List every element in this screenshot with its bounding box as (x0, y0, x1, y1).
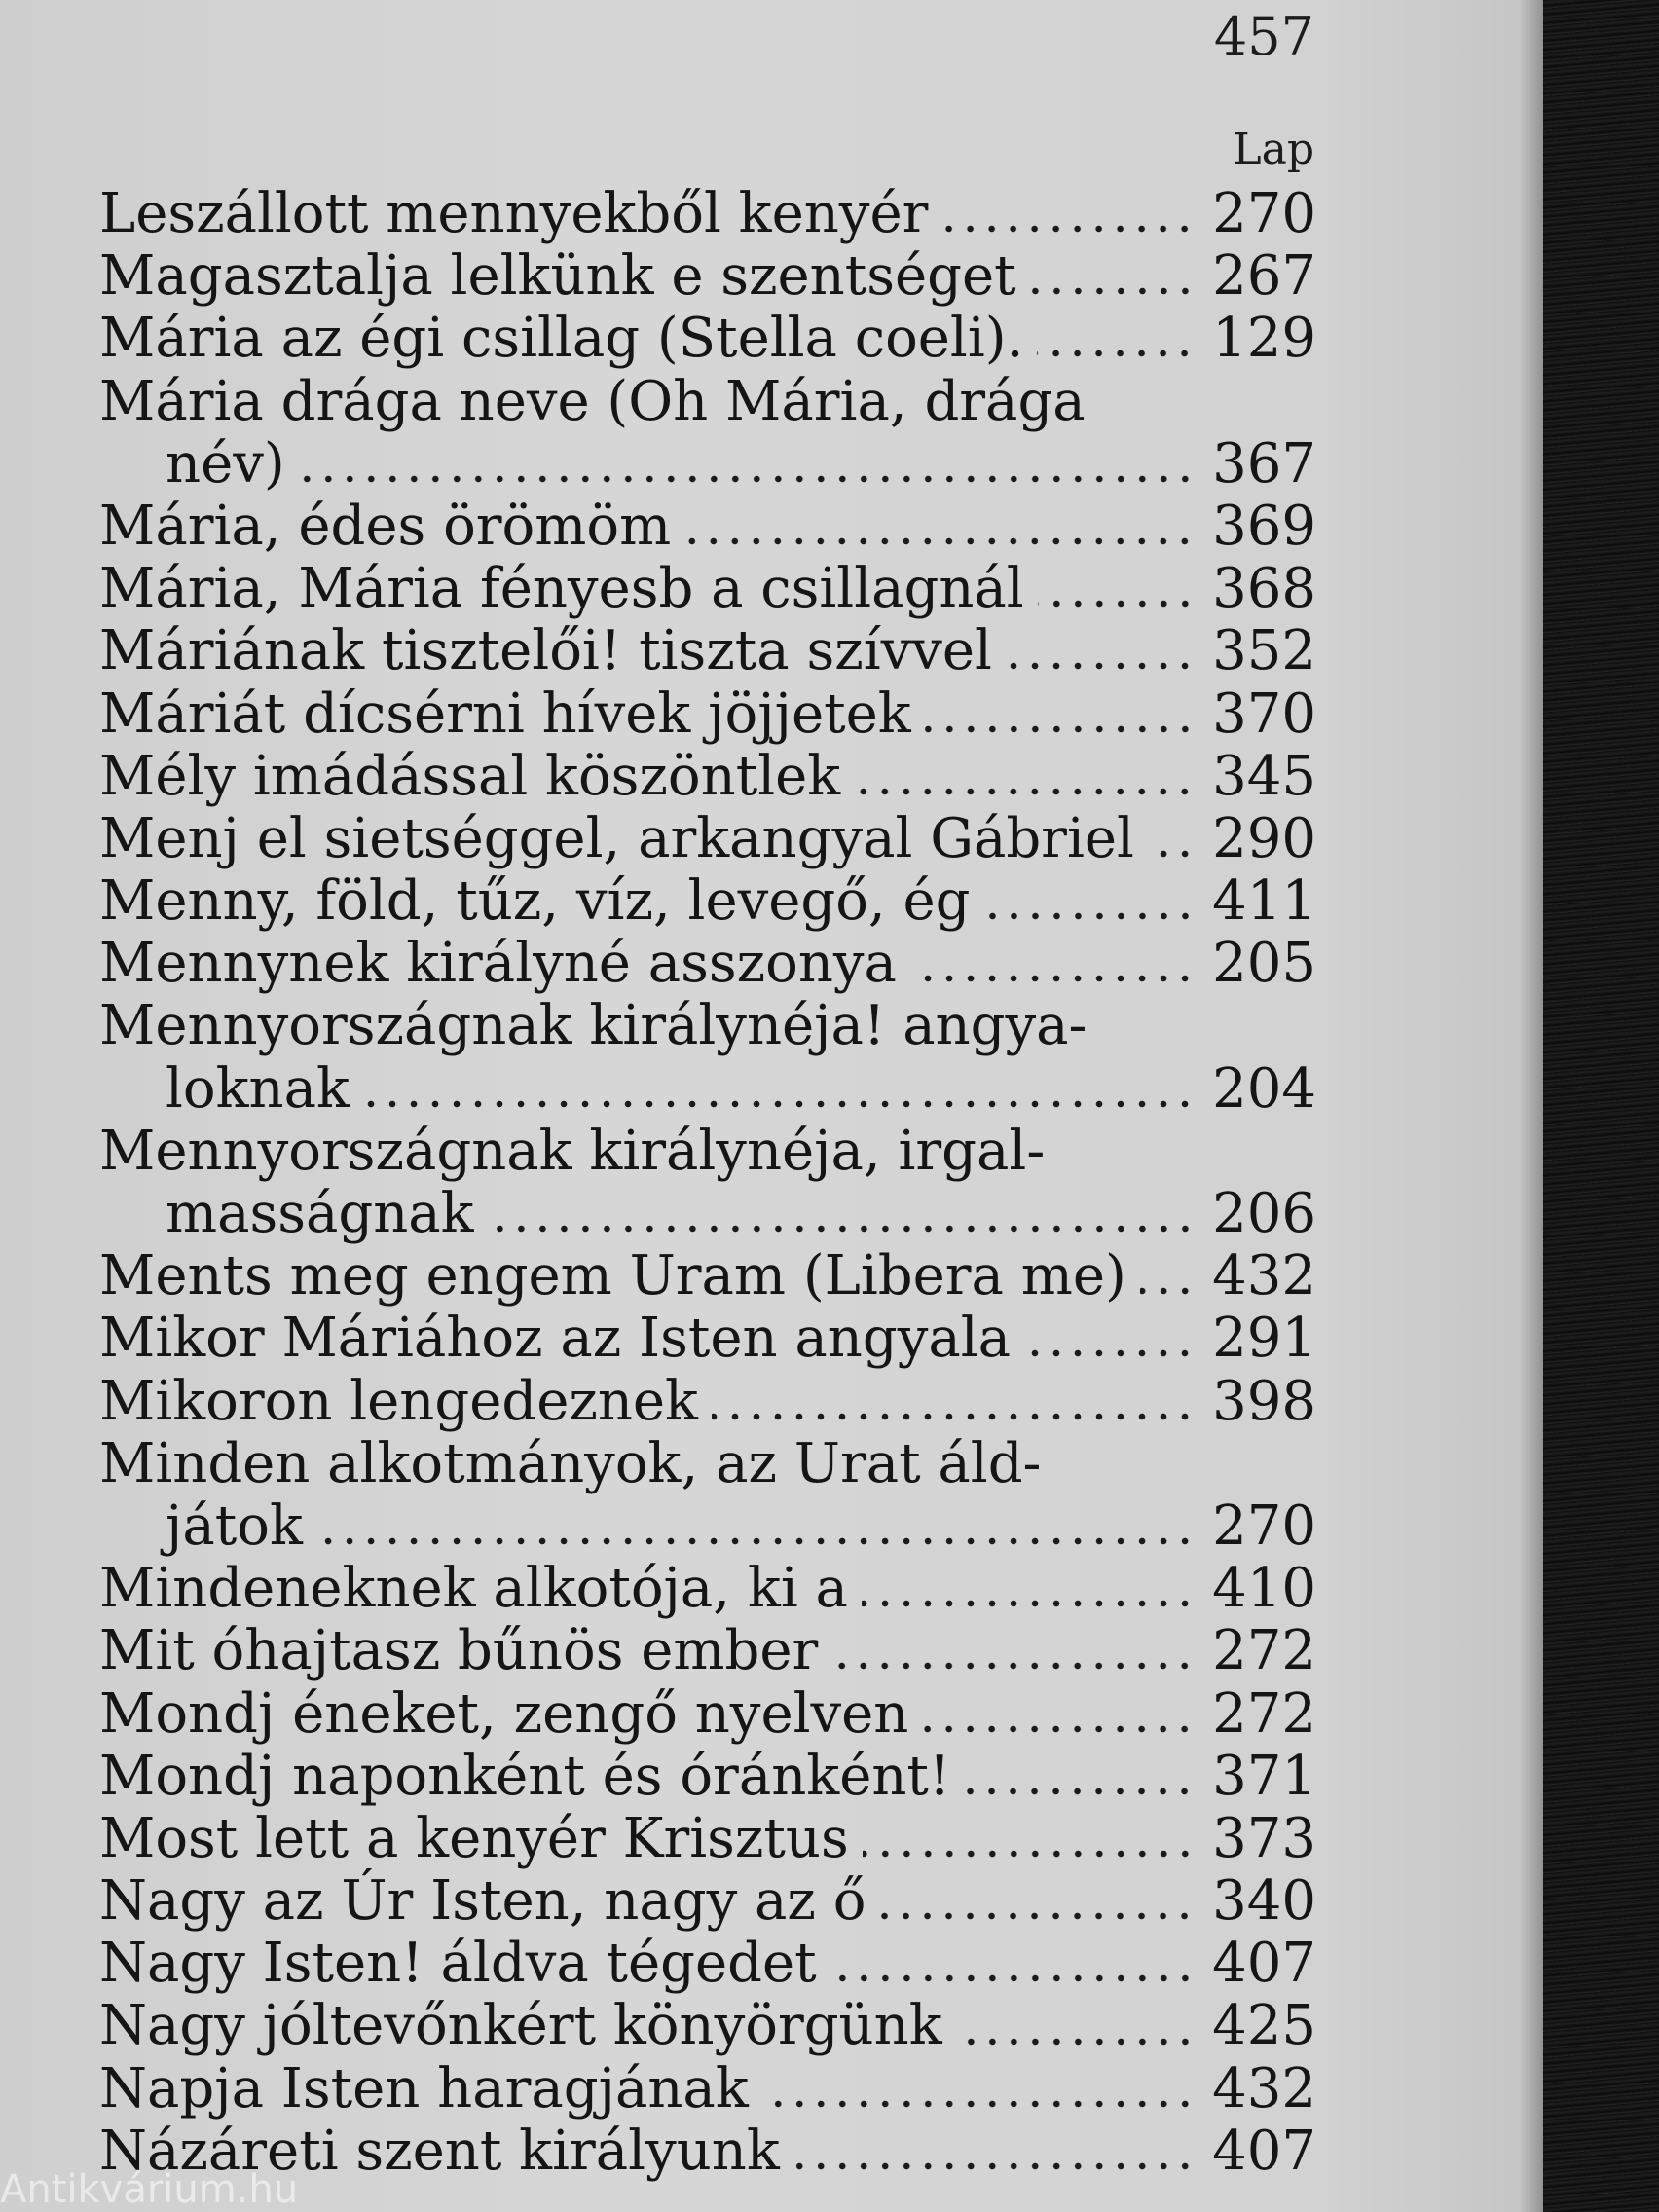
entry-page-number: 373 (1212, 1806, 1316, 1870)
entry-page-number: 204 (1212, 1056, 1316, 1121)
entry-title: Menny, föld, tűz, víz, levegő, ég (99, 869, 971, 934)
index-entry (99, 620, 1316, 682)
index-entry (99, 1933, 1316, 1995)
index-entry (99, 1995, 1316, 2057)
entry-title: Minden alkotmányok, az Urat áld- (99, 1431, 1042, 1495)
entry-title: Magasztalja lelkünk e szentséget (99, 244, 1016, 309)
dot-leader (862, 1598, 1196, 1609)
index-entry (99, 183, 1316, 245)
entry-page-number: 411 (1212, 869, 1316, 934)
dot-leader (922, 1723, 1196, 1735)
entry-page-number: 272 (1212, 1619, 1316, 1683)
entry-title: Mondj éneket, zengő nyelven (99, 1681, 909, 1746)
entry-page-number: 371 (1212, 1744, 1316, 1808)
index-entry (99, 1746, 1316, 1808)
entry-page-number: 267 (1212, 244, 1316, 309)
entry-page-number: 410 (1212, 1557, 1316, 1621)
entry-title: Máriának tisztelői! tiszta szívvel (99, 619, 992, 683)
index-entry (99, 808, 1316, 870)
entry-title: Názáreti szent királyunk (99, 2119, 780, 2183)
index-entry (99, 371, 1316, 433)
index-entry (99, 1620, 1316, 1682)
index-entry (99, 1558, 1316, 1620)
dot-leader (925, 723, 1196, 735)
index-entry (99, 1870, 1316, 1933)
index-entry (99, 496, 1316, 558)
entry-title: Mennyországnak királynéja, irgal- (99, 1119, 1046, 1183)
index-entry (99, 308, 1316, 370)
entry-page-number: 272 (1212, 1681, 1316, 1746)
dot-leader (1140, 1285, 1196, 1297)
entry-page-number: 205 (1212, 932, 1316, 996)
entry-page-number: 369 (1212, 494, 1316, 558)
dot-leader (793, 2160, 1196, 2172)
index-entry (99, 1183, 1316, 1245)
entry-page-number: 398 (1212, 1369, 1316, 1433)
entry-title: Mindeneknek alkotója, ki a (99, 1557, 848, 1621)
entry-title: Mária drága neve (Oh Mária, drága (99, 369, 1086, 433)
index-entry (99, 2058, 1316, 2120)
dot-leader (956, 2036, 1196, 2047)
dot-leader (299, 473, 1196, 485)
dot-leader (879, 1910, 1196, 1922)
entry-page-number: 352 (1212, 619, 1316, 683)
entry-title: Máriát dícsérni hívek jöjjetek (99, 682, 911, 746)
entry-page-number: 345 (1212, 744, 1316, 808)
dot-leader (941, 223, 1196, 235)
index-entry (99, 558, 1316, 620)
entry-page-number: 367 (1212, 431, 1316, 496)
entry-page-number: 370 (1212, 682, 1316, 746)
index-entry (99, 1121, 1316, 1183)
column-header-lap: Lap (1233, 125, 1314, 174)
dot-leader (1038, 598, 1196, 609)
index-entry (99, 1308, 1316, 1370)
entry-page-number: 206 (1212, 1182, 1316, 1245)
entry-title: név) (166, 431, 285, 496)
index-entry (99, 1683, 1316, 1746)
dot-leader (762, 2098, 1196, 2110)
index-entry (99, 1371, 1316, 1433)
entry-title: játok (166, 1493, 303, 1558)
entry-page-number: 432 (1212, 1244, 1316, 1309)
entry-page-number: 290 (1212, 806, 1316, 870)
entry-title: loknak (166, 1056, 350, 1121)
entry-title: Ments meg engem Uram (Libera me) (99, 1244, 1126, 1309)
dot-leader (854, 786, 1196, 797)
index-entry (99, 1433, 1316, 1495)
index-entry (99, 870, 1316, 933)
entry-title: Nagy az Úr Isten, nagy az ő (99, 1869, 866, 1934)
entry-title: Mennyországnak királynéja! angya- (99, 994, 1088, 1058)
index-list (99, 183, 1316, 2183)
index-entry (99, 1808, 1316, 1870)
entry-title: Leszállott mennyekből kenyér (99, 182, 929, 245)
entry-page-number: 129 (1212, 307, 1316, 371)
index-entry (99, 746, 1316, 808)
dot-leader (984, 910, 1196, 922)
index-entry (99, 933, 1316, 995)
entry-page-number: 368 (1212, 557, 1316, 621)
dot-leader (1037, 348, 1196, 359)
entry-title: Nagy Isten! áldva tégedet (99, 1932, 817, 1996)
entry-title: Mária, Mária fényesb a csillagnál (99, 557, 1024, 621)
dot-leader (316, 1535, 1196, 1547)
entry-title: Menj el sietséggel, arkangyal Gábriel (99, 806, 1134, 870)
entry-title: Mit óhajtasz bűnös ember (99, 1619, 819, 1683)
entry-page-number: 407 (1212, 2119, 1316, 2183)
dot-leader (1024, 1347, 1196, 1359)
entry-page-number: 432 (1212, 2056, 1316, 2120)
entry-title: Nagy jóltevőnkért könyörgünk (99, 1994, 942, 2058)
dot-leader (363, 1098, 1196, 1110)
entry-title: Napja Isten haragjának (99, 2056, 749, 2120)
entry-title: Mély imádással köszöntlek (99, 744, 841, 808)
entry-title: Mikor Máriához az Isten angyala (99, 1307, 1012, 1371)
entry-title: Mária az égi csillag (Stella coeli). (99, 307, 1024, 371)
dot-leader (488, 1223, 1196, 1235)
dot-leader (1006, 660, 1196, 672)
dot-leader (831, 1660, 1196, 1672)
entry-page-number: 407 (1212, 1932, 1316, 1996)
index-entry (99, 1495, 1316, 1558)
index-entry (99, 1245, 1316, 1308)
page-number: 457 (1213, 6, 1314, 67)
dot-leader (910, 973, 1196, 984)
dot-leader (1148, 848, 1196, 860)
dot-leader (830, 1972, 1196, 1984)
dot-leader (1030, 285, 1196, 297)
index-entry (99, 683, 1316, 746)
entry-title: Mennynek királyné asszonya (99, 932, 897, 996)
entry-page-number: 270 (1212, 1493, 1316, 1558)
index-entry (99, 245, 1316, 308)
dot-leader (712, 1411, 1196, 1422)
entry-page-number: 340 (1212, 1869, 1316, 1934)
dot-leader (964, 1786, 1196, 1797)
entry-title: Mikoron lengedeznek (99, 1369, 698, 1433)
entry-title: masságnak (166, 1182, 474, 1245)
entry-title: Mária, édes örömöm (99, 494, 672, 558)
watermark: Antikvárium.hu (0, 2167, 299, 2212)
index-entry (99, 433, 1316, 496)
entry-page-number: 270 (1212, 182, 1316, 245)
book-binding (1543, 0, 1659, 2212)
dot-leader (684, 535, 1196, 547)
entry-title: Mondj naponként és óránként! (99, 1744, 951, 1808)
entry-page-number: 425 (1212, 1994, 1316, 2058)
dot-leader (863, 1848, 1196, 1860)
entry-page-number: 291 (1212, 1307, 1316, 1371)
entry-title: Most lett a kenyér Krisztus (99, 1806, 849, 1870)
index-entry (99, 995, 1316, 1057)
index-entry (99, 1058, 1316, 1121)
